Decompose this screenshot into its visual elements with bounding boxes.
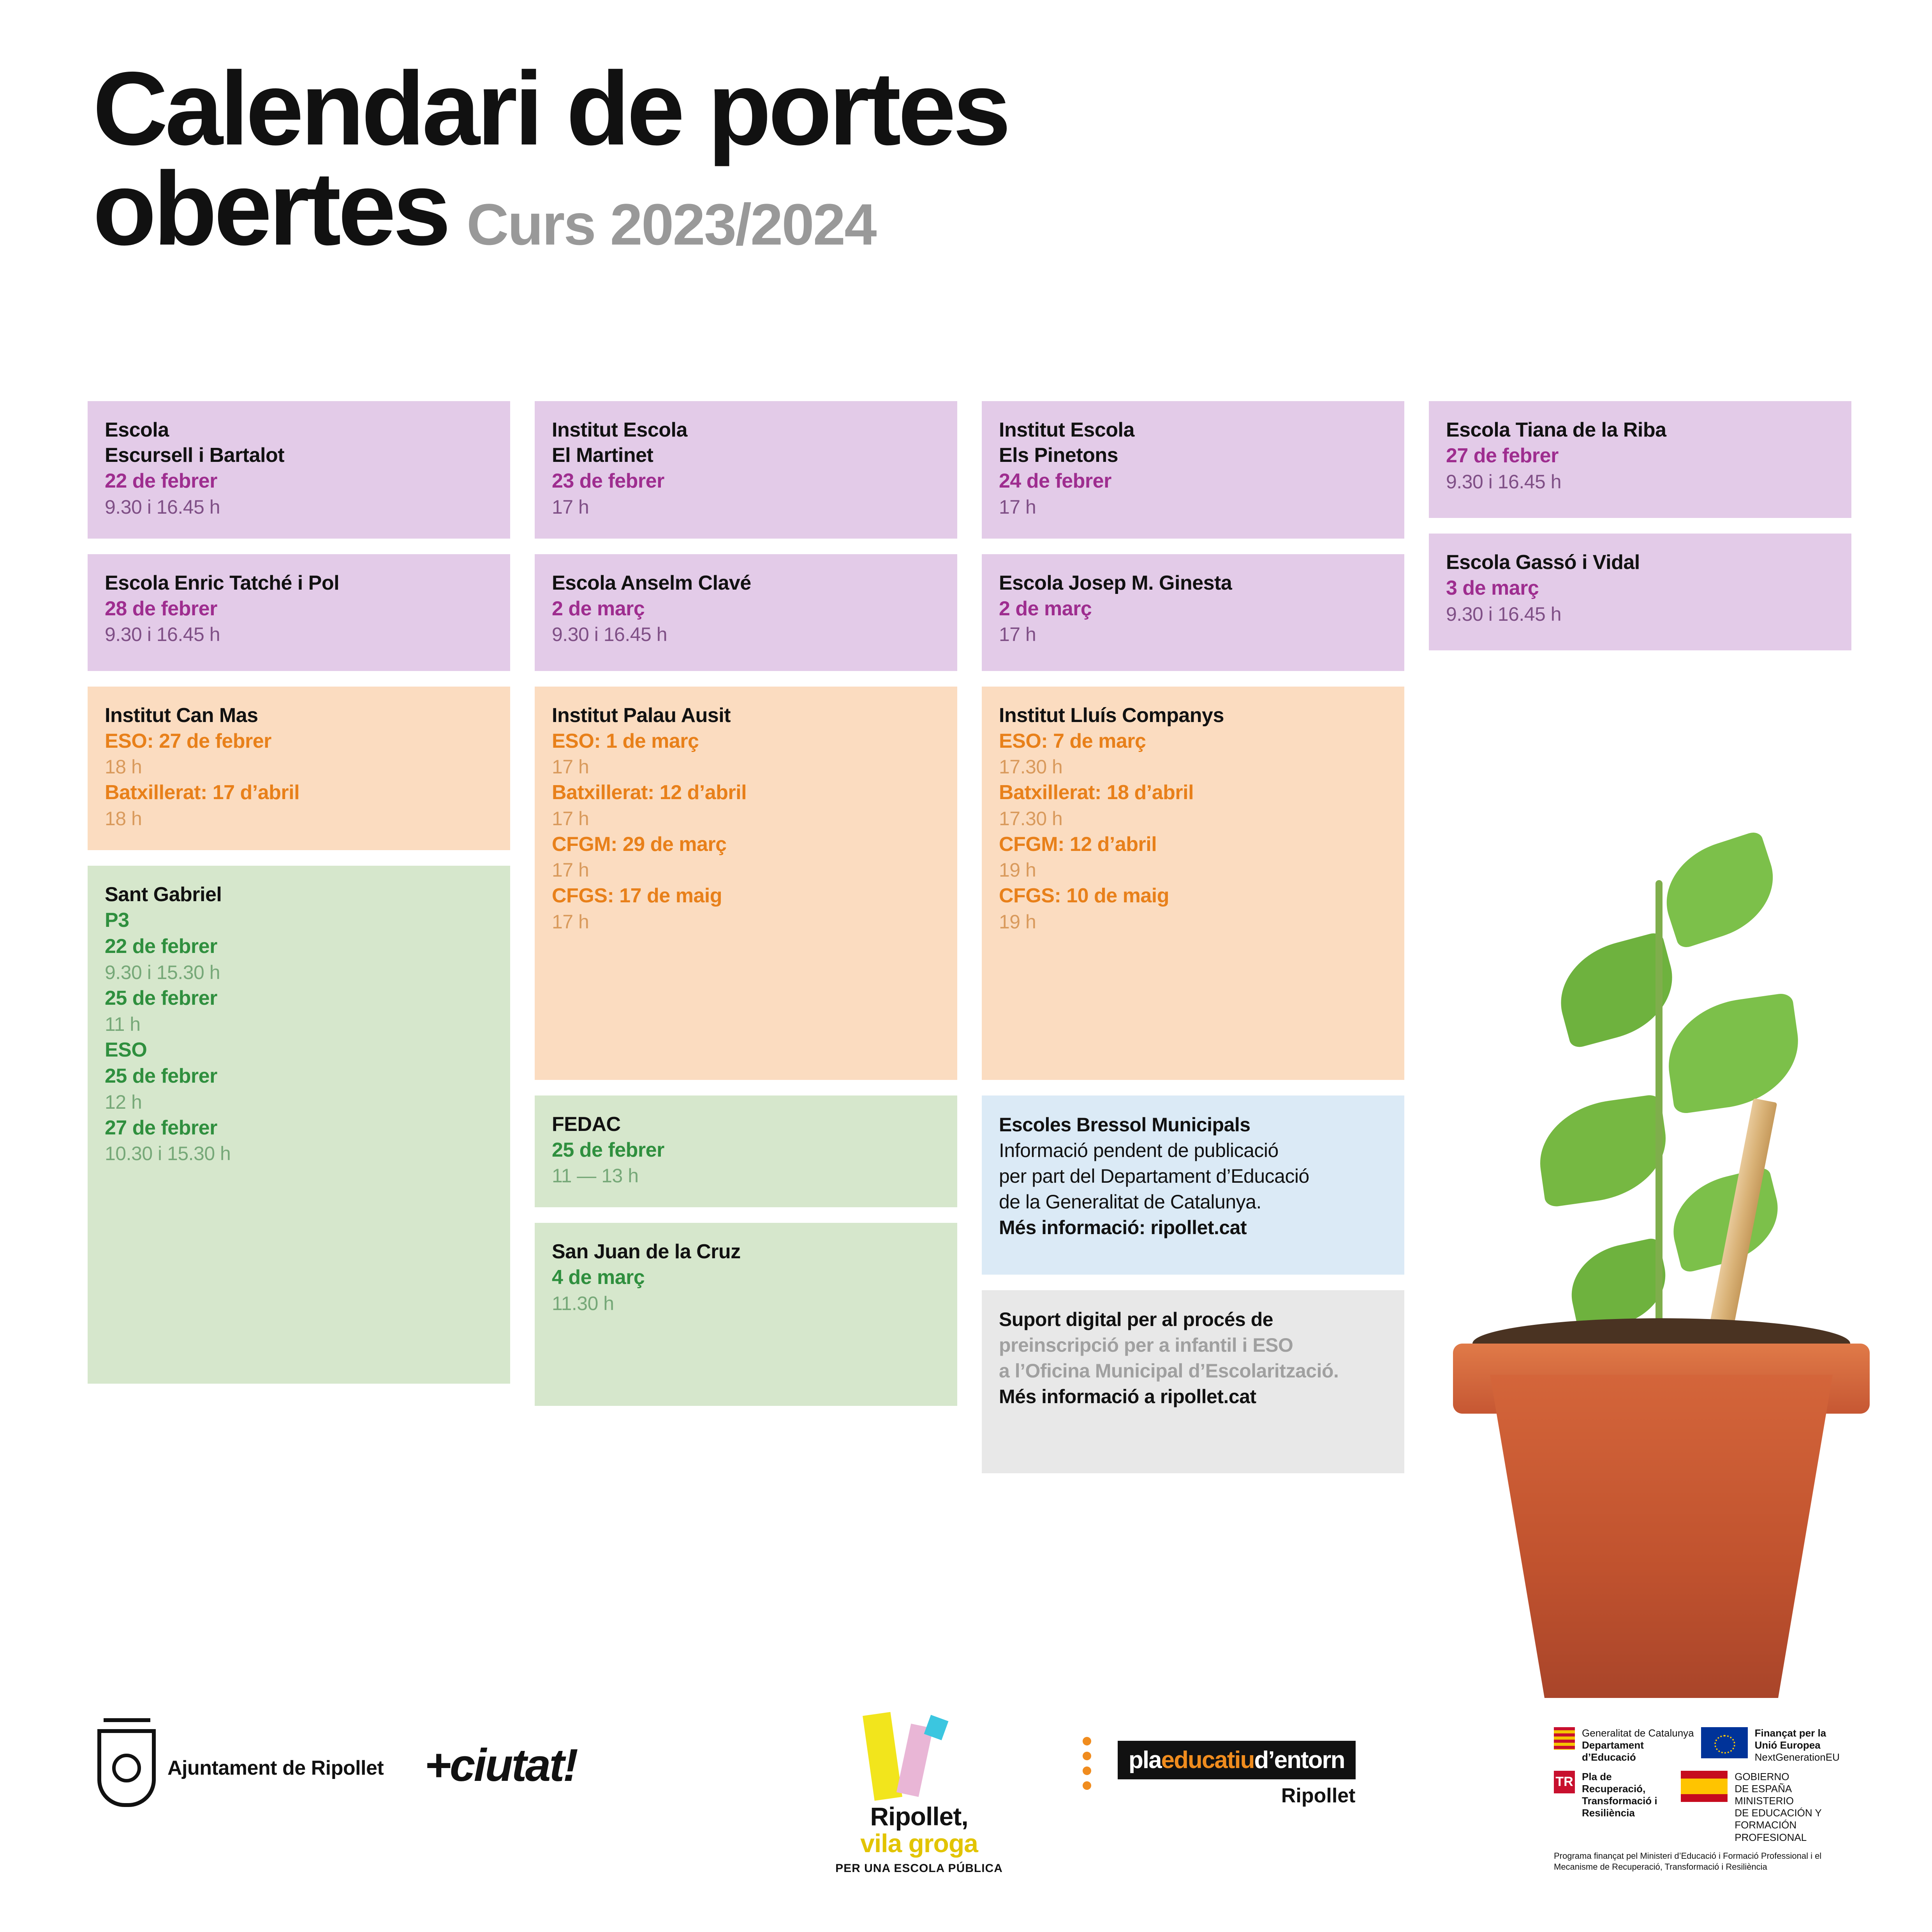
- school-card: [982, 687, 1404, 1080]
- notice-more-info[interactable]: Més informació a ripollet.cat: [999, 1385, 1256, 1407]
- prtr-text: [1582, 1771, 1674, 1819]
- dot-icon: [1083, 1766, 1091, 1775]
- school-card: [88, 554, 510, 671]
- financat-line1: Finançat per la: [1754, 1727, 1826, 1739]
- session-date: 4 de març: [552, 1266, 645, 1289]
- gencat-text: [1582, 1727, 1694, 1764]
- session-time: 18 h: [105, 807, 142, 830]
- session-date: 25 de febrer: [552, 1138, 664, 1161]
- session-date: 25 de febrer: [105, 986, 217, 1009]
- vila-groga-line2: vila groga: [860, 1829, 978, 1858]
- session-time: 11 h: [105, 1013, 141, 1035]
- school-name: Escola Anselm Clavé: [552, 571, 751, 594]
- dot-icon: [1083, 1781, 1091, 1790]
- school-name: Institut Lluís Companys: [999, 704, 1224, 727]
- coat-of-arms-inner-icon: [112, 1754, 141, 1782]
- school-name: Escola Gassó i Vidal: [1446, 551, 1640, 574]
- session-time: 17 h: [999, 496, 1036, 518]
- page-title-line2: obertes: [93, 150, 448, 267]
- yellow-stroke-icon: [863, 1712, 902, 1801]
- session-date: 2 de març: [552, 597, 645, 620]
- prtr-line2: Transformació i: [1582, 1795, 1657, 1807]
- session-date: 2 de març: [999, 597, 1092, 620]
- notice-line: preinscripció per a infantil i ESO: [999, 1334, 1293, 1356]
- session-date: 22 de febrer: [105, 470, 217, 492]
- notice-line: a l’Oficina Municipal d’Escolarització.: [999, 1360, 1339, 1382]
- pla-word-c: d’entorn: [1254, 1747, 1345, 1773]
- vila-groga-mark-icon: [810, 1714, 1028, 1803]
- coat-of-arms-icon: [97, 1729, 156, 1807]
- session-time: 11.30 h: [552, 1292, 614, 1314]
- session-date: CFGS: 17 de maig: [552, 884, 722, 907]
- logo-gencat-block: [1554, 1727, 1865, 1873]
- session-time: 19 h: [999, 859, 1036, 881]
- session-date: CFGM: 29 de març: [552, 833, 727, 856]
- session-time: 17 h: [552, 859, 589, 881]
- school-name-2: Escursell i Bartalot: [105, 444, 285, 467]
- session-time: 19 h: [999, 911, 1036, 933]
- session-date: 23 de febrer: [552, 470, 664, 492]
- school-name: Escola Tiana de la Riba: [1446, 419, 1666, 441]
- school-name: FEDAC: [552, 1113, 621, 1136]
- vila-groga-tagline: PER UNA ESCOLA PÚBLICA: [835, 1862, 1003, 1875]
- school-name: Escola Josep M. Ginesta: [999, 571, 1232, 594]
- session-date: CFGM: 12 d’abril: [999, 833, 1157, 856]
- session-date: ESO: 7 de març: [999, 729, 1146, 752]
- session-date: Batxillerat: 12 d’abril: [552, 781, 747, 804]
- notice-title: Escoles Bressol Municipals: [999, 1113, 1250, 1136]
- educacio-label: d’Educació: [1582, 1751, 1636, 1763]
- school-card: [88, 401, 510, 539]
- school-card: [535, 401, 957, 539]
- prtr-icon: TR: [1554, 1771, 1575, 1793]
- financat-line2: Unió Europea: [1754, 1739, 1821, 1751]
- prtr-line1: Pla de Recuperació,: [1582, 1770, 1646, 1795]
- funding-fine-print: [1554, 1851, 1865, 1873]
- school-name: Institut Escola: [999, 419, 1134, 441]
- notice-title-text: Suport digital: [999, 1308, 1122, 1330]
- flowerpot-icon: [1467, 1375, 1856, 1698]
- session-date: 28 de febrer: [105, 597, 217, 620]
- ajuntament-label: Ajuntament de Ripollet: [167, 1757, 384, 1779]
- session-date: ESO: 27 de febrer: [105, 729, 271, 752]
- session-date: 27 de febrer: [105, 1116, 217, 1139]
- school-name: Institut Escola: [552, 419, 687, 441]
- session-time: 17 h: [552, 756, 589, 778]
- pla-word-b: educatiu: [1161, 1747, 1254, 1773]
- dot-icon: [1083, 1737, 1091, 1745]
- session-date: Batxillerat: 17 d’abril: [105, 781, 300, 804]
- session-time: 17 h: [552, 496, 589, 518]
- leaf-icon: [1661, 992, 1806, 1115]
- session-time: 9.30 i 16.45 h: [1446, 603, 1562, 625]
- logo-mes-ciutat: +ciutat!: [424, 1740, 577, 1791]
- ministerio-text: [1735, 1771, 1865, 1844]
- school-name: San Juan de la Cruz: [552, 1240, 741, 1263]
- pla-educatiu-sub: Ripollet: [1281, 1784, 1356, 1807]
- notice-title: [999, 1307, 1387, 1332]
- funding-line2: Mecanisme de Recuperació, Transformació i Resiliència: [1554, 1862, 1767, 1872]
- notice-line: Informació pendent de publicació: [999, 1139, 1279, 1161]
- session-date: 25 de febrer: [105, 1065, 217, 1088]
- gencat-row-2: [1554, 1771, 1865, 1844]
- session-time: 17 h: [552, 807, 589, 830]
- school-card: [535, 554, 957, 671]
- catalan-flag-icon: [1554, 1727, 1575, 1750]
- gobierno-line1: GOBIERNO: [1735, 1770, 1789, 1782]
- leaf-icon: [1548, 931, 1685, 1050]
- session-time: 17.30 h: [999, 756, 1063, 778]
- session-time: 11 — 13 h: [552, 1165, 639, 1187]
- vila-groga-line1: Ripollet,: [870, 1802, 968, 1831]
- school-name-2: Els Pinetons: [999, 444, 1118, 467]
- logo-vila-groga: [810, 1714, 1028, 1875]
- prtr-line3: Resiliència: [1582, 1807, 1635, 1819]
- grid-column-4: [1429, 401, 1851, 666]
- funding-line1: Programa finançat pel Ministeri d’Educació i Formació Professional i el: [1554, 1851, 1822, 1861]
- plant-illustration: [1422, 631, 1909, 1721]
- session-time: 9.30 i 16.45 h: [105, 623, 220, 646]
- leaf-icon: [1652, 830, 1788, 950]
- generalitat-label: Generalitat de Catalunya: [1582, 1727, 1694, 1739]
- pla-educatiu-wordmark: [1118, 1741, 1356, 1779]
- school-name: Escola Enric Tatché i Pol: [105, 571, 340, 594]
- session-date: 22 de febrer: [105, 935, 217, 958]
- session-time: 17 h: [552, 911, 589, 933]
- session-time: 9.30 i 15.30 h: [105, 961, 220, 983]
- notice-card-bressol: [982, 1095, 1404, 1275]
- notice-line: per part del Departament d’Educació: [999, 1165, 1309, 1187]
- grid-column-2: [535, 401, 957, 1421]
- school-card: [88, 866, 510, 1384]
- stem-icon: [1655, 880, 1663, 1340]
- session-date: Batxillerat: 18 d’abril: [999, 781, 1194, 804]
- session-time: 10.30 i 15.30 h: [105, 1143, 231, 1165]
- school-card: [535, 1095, 957, 1208]
- departament-label: Departament: [1582, 1739, 1644, 1751]
- session-time: 9.30 i 16.45 h: [105, 496, 220, 518]
- session-date: 27 de febrer: [1446, 444, 1559, 467]
- eu-text: [1755, 1727, 1840, 1764]
- dots-decoration-icon: [1083, 1737, 1114, 1796]
- session-time: 17.30 h: [999, 807, 1063, 830]
- page-title-line1: Calendari de portes: [93, 50, 1008, 167]
- session-time: 12 h: [105, 1091, 142, 1113]
- gobierno-line2: DE ESPAÑA: [1735, 1782, 1792, 1795]
- session-date: ESO: 1 de març: [552, 729, 699, 752]
- session-date: 24 de febrer: [999, 470, 1111, 492]
- school-card: [535, 687, 957, 1080]
- ministerio-line3: FORMACIÓN PROFESIONAL: [1735, 1819, 1807, 1843]
- logo-ajuntament: [97, 1729, 384, 1807]
- gencat-row-1: [1554, 1727, 1865, 1764]
- logo-pla-educatiu: [1118, 1741, 1356, 1807]
- ministerio-line2: DE EDUCACIÓN Y: [1735, 1807, 1822, 1819]
- session-time: 17 h: [999, 623, 1036, 646]
- school-card: [1429, 401, 1851, 518]
- school-card: [535, 1223, 957, 1406]
- school-card: [982, 401, 1404, 539]
- nextgen-label: NextGenerationEU: [1754, 1751, 1840, 1763]
- poster-header: [93, 50, 1806, 267]
- page-subtitle: Curs 2023/2024: [467, 192, 876, 257]
- session-time: 18 h: [105, 756, 142, 778]
- grid-column-3: [982, 401, 1404, 1489]
- school-name: Sant Gabriel: [105, 883, 222, 906]
- school-card: [88, 687, 510, 850]
- dot-icon: [1083, 1752, 1091, 1760]
- ministerio-line1: MINISTERIO: [1735, 1795, 1794, 1807]
- session-date: 3 de març: [1446, 577, 1539, 599]
- notice-line: per al procés de: [1127, 1308, 1273, 1330]
- eu-flag-icon: [1701, 1727, 1748, 1758]
- school-name: Institut Can Mas: [105, 704, 258, 727]
- school-name-2: El Martinet: [552, 444, 653, 467]
- school-name: Institut Palau Ausit: [552, 704, 731, 727]
- pla-word-a: pla: [1129, 1747, 1161, 1773]
- session-label: ESO: [105, 1038, 147, 1061]
- session-time: 9.30 i 16.45 h: [1446, 470, 1562, 493]
- leaf-icon: [1532, 1094, 1673, 1208]
- spain-flag-icon: [1681, 1771, 1728, 1802]
- notice-line: de la Generalitat de Catalunya.: [999, 1191, 1261, 1213]
- notice-more-info[interactable]: Més informació: ripollet.cat: [999, 1216, 1247, 1238]
- session-time: 9.30 i 16.45 h: [552, 623, 667, 646]
- session-date: CFGS: 10 de maig: [999, 884, 1169, 907]
- footer-logos: [0, 1706, 1932, 1924]
- notice-card-suport: [982, 1290, 1404, 1473]
- school-card: [982, 554, 1404, 671]
- school-name: Escola: [105, 419, 169, 441]
- session-label: P3: [105, 909, 129, 932]
- grid-column-1: [88, 401, 510, 1399]
